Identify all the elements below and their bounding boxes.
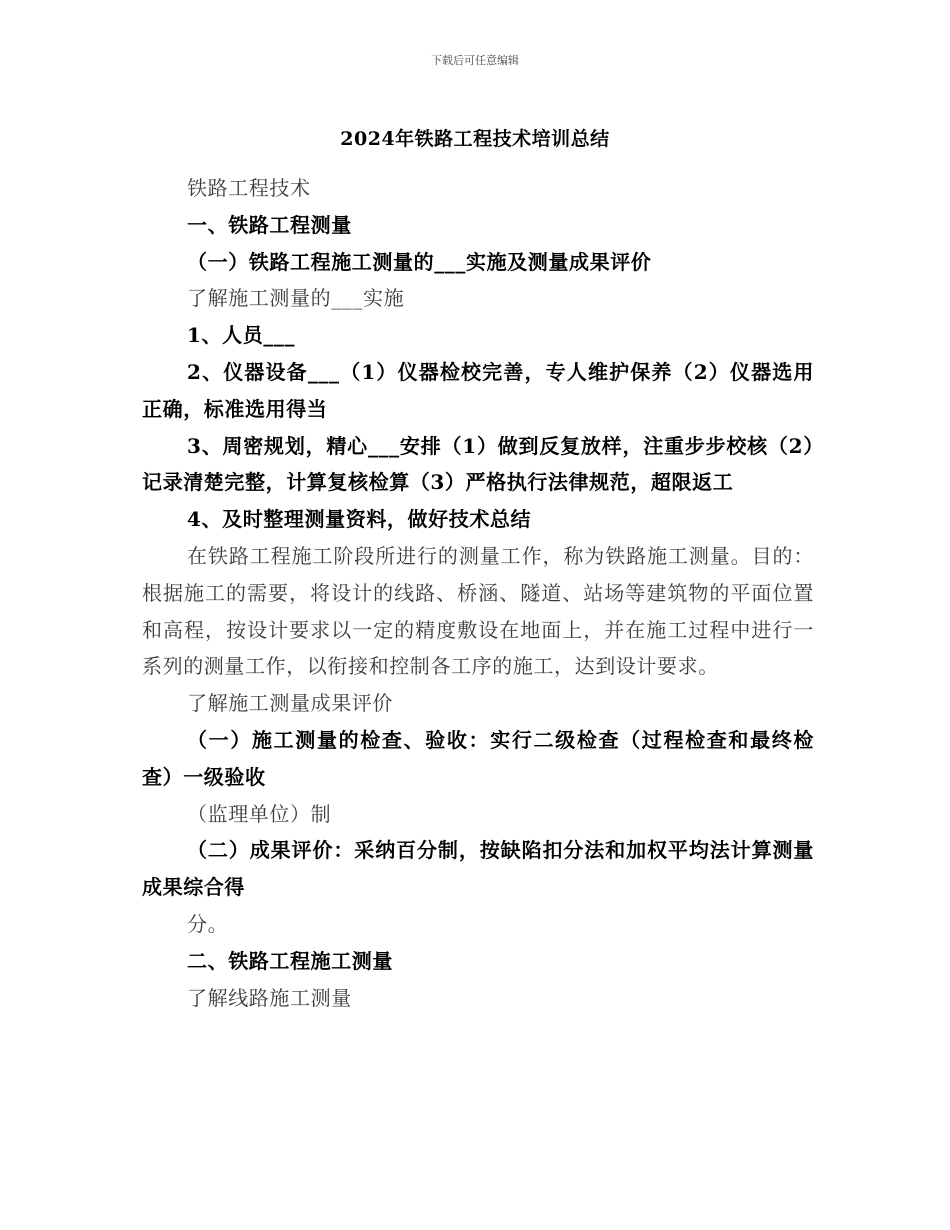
subsection-heading: （一）铁路工程施工测量的___实施及测量成果评价 [187, 249, 652, 274]
paragraph: 铁路工程技术 [187, 176, 311, 200]
document-title: 2024年铁路工程技术培训总结 [340, 128, 610, 150]
list-item: 4、及时整理测量资料，做好技术总结 [187, 507, 532, 532]
paragraph: （监理单位）制 [187, 801, 332, 826]
paragraph: 了解施工测量成果评价 [187, 691, 393, 716]
list-item: 2、仪器设备___（1）仪器检校完善，专人维护保养（2）仪器选用正确，标准选用得当 [142, 359, 814, 421]
page-header-note: 下载后可任意编辑 [431, 54, 519, 67]
list-item: 3、周密规划，精心___安排（1）做到反复放样，注重步步校核（2）记录清楚完整，计算复核检算（3）严格执行法律规范，超限返工 [142, 433, 814, 495]
paragraph: 了解线路施工测量 [187, 985, 352, 1010]
list-item: 1、人员___ [187, 323, 296, 348]
document-body [142, 170, 814, 1016]
subsection-heading: （一）施工测量的检查、验收：实行二级检查（过程检查和最终检查）一级验收 [142, 727, 814, 789]
section-heading: 一、铁路工程测量 [187, 212, 352, 237]
paragraph: 了解施工测量的___实施 [187, 286, 405, 311]
paragraph: 在铁路工程施工阶段所进行的测量工作，称为铁路施工测量。目的：根据施工的需要，将设计的线路、桥涵、隧道、站场等建筑物的平面位置和高程，按设计要求以一定的精度敷设在地面上，并在施工过程中进行一系列的测量工作，以衔接和控制各工序的施工，达到设计要求。 [142, 543, 814, 679]
subsection-heading: （二）成果评价：采纳百分制，按缺陷扣分法和加权平均法计算测量成果综合得 [142, 838, 814, 900]
paragraph: 分。 [187, 911, 229, 936]
section-heading: 二、铁路工程施工测量 [187, 948, 393, 973]
